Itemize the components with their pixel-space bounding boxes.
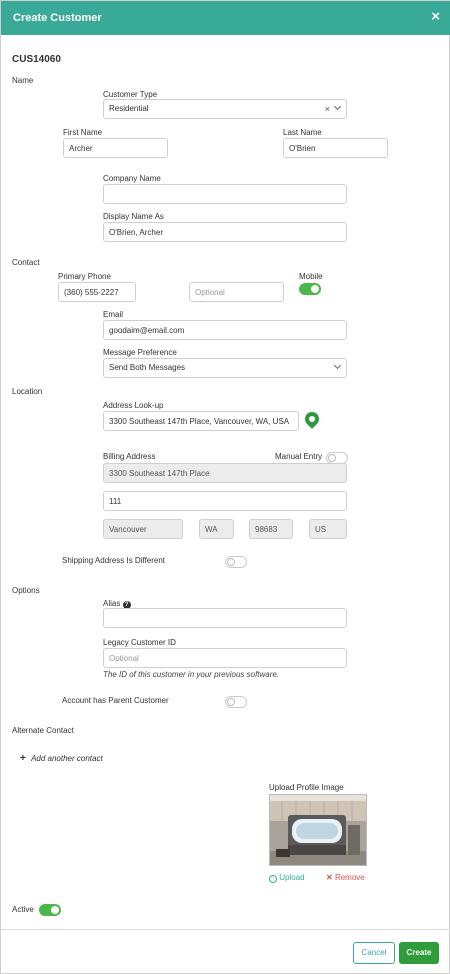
section-name: Name [12,76,34,85]
upload-profile-label: Upload Profile Image [269,783,344,792]
toggle-knob [227,558,235,566]
parent-customer-toggle[interactable] [225,696,247,708]
last-name-label: Last Name [283,128,322,137]
customer-type-label: Customer Type [103,90,158,99]
customer-type-select[interactable] [103,99,347,119]
section-options: Options [12,586,40,595]
email-label: Email [103,310,124,319]
close-icon[interactable]: × [431,8,440,25]
mobile-label: Mobile [299,272,323,281]
footer-divider [1,929,450,930]
primary-phone-label: Primary Phone [58,272,111,281]
chevron-down-icon [334,103,341,110]
modal-title: Create Customer [13,12,102,24]
toggle-knob [51,906,59,914]
primary-phone-input[interactable] [58,282,136,302]
billing-country-input[interactable] [309,519,347,539]
billing-street-input[interactable] [103,463,347,483]
plus-icon: + [20,753,26,764]
remove-icon: ✕ [326,873,333,882]
remove-label: Remove [334,873,365,882]
display-name-input[interactable] [103,222,347,242]
first-name-label: First Name [63,128,103,137]
billing-address-label: Billing Address [103,452,156,461]
message-preference-value: Send Both Messages [109,363,186,372]
upload-label: Upload [279,873,305,882]
email-input[interactable] [103,320,347,340]
add-contact-link[interactable] [20,753,103,764]
phone-extension-input[interactable] [189,282,284,302]
remove-link[interactable] [326,873,365,882]
customer-id: CUS14060 [12,54,61,65]
address-lookup-input[interactable] [103,411,299,431]
map-pin-icon[interactable] [302,409,322,429]
create-button[interactable]: Create [399,942,439,964]
profile-image [269,794,367,866]
shipping-different-toggle[interactable] [225,556,247,568]
manual-entry-label: Manual Entry [275,452,323,461]
upload-icon: ↑ [269,875,277,883]
section-alternate-contact: Alternate Contact [12,726,74,735]
toggle-knob [311,285,319,293]
alias-label-text: Alias [103,599,121,608]
alias-input[interactable] [103,608,347,628]
toggle-knob [227,698,235,706]
mobile-toggle[interactable] [299,283,321,295]
parent-customer-label: Account has Parent Customer [62,696,169,705]
customer-type-value: Residential [109,104,149,113]
toggle-knob [328,454,336,462]
legacy-id-input[interactable] [103,648,347,668]
message-preference-select[interactable] [103,358,347,378]
help-icon[interactable]: ? [123,601,131,609]
first-name-input[interactable] [63,138,168,158]
hot-tub-photo [270,795,367,866]
message-preference-label: Message Preference [103,348,177,357]
modal-header [1,1,450,35]
company-name-input[interactable] [103,184,347,204]
chevron-down-icon [334,362,341,369]
billing-city-input[interactable] [103,519,183,539]
company-name-label: Company Name [103,174,161,183]
legacy-id-help: The ID of this customer in your previous software. [103,670,280,679]
clear-icon[interactable]: × [324,104,330,114]
address-lookup-label: Address Look-up [103,401,164,410]
active-toggle[interactable] [39,904,61,916]
display-name-label: Display Name As [103,212,164,221]
active-label: Active [12,905,34,914]
billing-state-input[interactable] [199,519,234,539]
pin-dot [308,415,316,423]
billing-zip-input[interactable] [249,519,293,539]
legacy-id-label: Legacy Customer ID [103,638,176,647]
billing-street2-input[interactable] [103,491,347,511]
last-name-input[interactable] [283,138,388,158]
shipping-different-label: Shipping Address Is Different [62,556,166,565]
section-contact: Contact [12,258,40,267]
section-location: Location [12,387,43,396]
cancel-button[interactable]: Cancel [353,942,395,964]
add-contact-label: Add another contact [31,754,103,763]
upload-link[interactable] [269,873,305,883]
